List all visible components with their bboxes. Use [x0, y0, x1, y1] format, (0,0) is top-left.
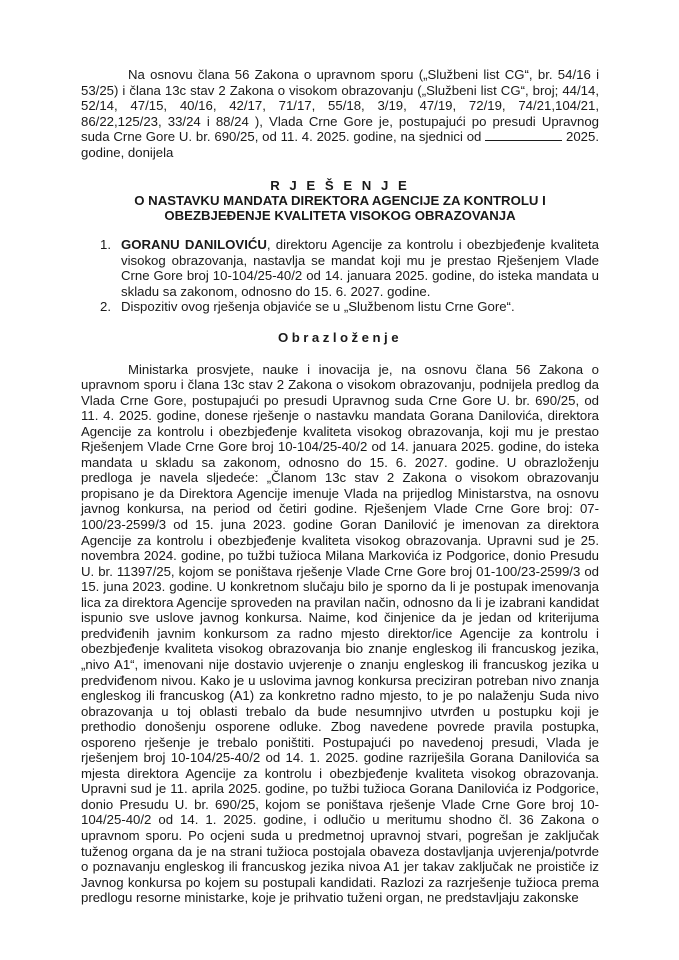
preamble-paragraph: [81, 67, 599, 160]
decision-item-number: 2.: [100, 299, 111, 315]
decision-item-1: [81, 237, 599, 299]
preamble-text-end: 2025. godine, donijela: [81, 129, 599, 160]
document-page: [81, 67, 599, 906]
decision-title: [81, 178, 599, 223]
decision-item-number: 1.: [100, 237, 111, 253]
decision-item-text: Dispozitiv ovog rješenja objaviće se u „Službenom listu Crne Gore“.: [121, 299, 515, 315]
title-subtitle-line1: O NASTAVKU MANDATA DIREKTORA AGENCIJE ZA KONTROLU I: [134, 193, 546, 209]
title-heading: R J E Š E N J E: [270, 178, 410, 194]
decision-item-name: GORANU DANILOVIĆU: [121, 237, 267, 253]
decision-list: [81, 237, 599, 315]
decision-item-2: [81, 299, 599, 315]
reasoning-paragraph: Ministarka prosvjete, nauke i inovacija je, na osnovu člana 56 Zakona o upravnom sporu i člana 13c stav 2 Zakona o visokom obrazovanju, podnijela predlog da Vlada Crne Gore, postupajući po presudi Upravnog suda Crne Gore U. br. 690/25, od 11. 4. 2025. godine, donese rješenje o nastavku mandata Gorana Danilovića, direktora Agencije za kontrolu i obezbjeđenje kvaliteta visokog obrazovanja, koji mu je prestao Rješenjem Vlade Crne Gore broj 10-104/25-40/2 od 14. januara 2025. godine, do isteka mandata u skladu sa zakonom, odnosno do 15. 6. 2027. godine. U obrazloženju predloga je navela sljedeće: „Članom 13c stav 2 Zakona o visokom obrazovanju propisano je da Direktora Agencije imenuje Vlada na prijedlog Ministarstva, na osnovu javnog konkursa, na period od četiri godine. Rješenjem Vlade Crne Gore broj: 07-100/23-2599/3 od 15. juna 2023. godine Goran Danilović je imenovan za direktora Agencije za kontrolu i obezbjeđenje kvaliteta visokog obrazovanja. Upravni sud je 25. novembra 2024. godine, po tužbi tužioca Milana Markovića iz Podgorice, donio Presudu U. br. 11397/25, kojom se poništava rješenje Vlade Crne Gore broj 01-100/23-2599/3 od 15. juna 2023. godine. U konkretnom slučaju bilo je sporno da li je postupak imenovanja lica za direktora Agencije sproveden na pravilan način, odnosno da li je izabrani kandidat ispunio sve uslove javnog konkursa. Naime, kod činjenice da je jedan od kriterijuma predviđenih javnim konkursom za radno mjesto direktor/ice Agencije za kontrolu i obezbjeđenje kvaliteta visokog obrazovanja bio znanje engleskog ili francuskog jezika, „nivo A1“, imenovani nije dostavio uvjerenje o znanju engleskog ili francuskog jezika u predviđenom nivou. Kako je u uslovima javnog konkursa preciziran potreban nivo znanja engleskog ili francuskog (A1) za konkretno radno mjesto, to je po nalaženju Suda nivo obrazovanja u toj oblasti trebalo da bude nesumnjivo utvrđen u postupku koji je prethodio donošenju osporene odluke. Zbog navedene povrede pravila postupka, osporeno rješenje je trebalo poništiti. Postupajući po navedenoj presudi, Vlada je rješenjem broj 10-104/25-40/2 od 14. 1. 2025. godine razriješila Gorana Danilovića sa mjesta direktora Agencije za kontrolu i obezbjeđenje kvaliteta visokog obrazovanja. Upravni sud je 11. aprila 2025. godine, po tužbi tužioca Gorana Danilovića iz Podgorice, donio Presudu U. br. 690/25, kojom se poništava rješenje Vlade Crne Gore broj 10-104/25-40/2 od 14. 1. 2025. godine, i odlučio u meritumu shodno čl. 36 Zakona o upravnom sporu. Po ocjeni suda u predmetnoj upravnoj stvari, pogrešan je zaključak tuženog organa da je na strani tužioca postojala obaveza dostavljanja uvjerenja/potvrde o poznavanju engleskog ili francuskog jezika nivoa A1 jer takav zaključak ne proističe iz Javnog konkursa po kojem su postupali kandidati. Razlozi za razrješenje tužioca prema predlogu resorne ministarke, koje je prihvatio tuženi organ, ne predstavljaju zakonske: [81, 361, 599, 906]
session-date-blank: [485, 130, 562, 141]
preamble-text: Na osnovu člana 56 Zakona o upravnom sporu („Službeni list CG“, br. 54/16 i 53/25) i člana 13c stav 2 Zakona o visokom obrazovanju („Službeni list CG“, broj; 44/14, 52/14, 47/15, 40/16, 42/17, 71/17, 55/18, 3/19, 47/19, 72/19, 74/21,104/21, 86/22,125/23, 33/24 i 88/24 ), Vlada Crne Gore je, postupajući po presudi Upravnog suda Crne Gore U. br. 690/25, od 11. 4. 2025. godine, na sjednici od: [81, 67, 599, 145]
reasoning-heading: Obrazloženje: [277, 330, 403, 346]
decision-item-text: , direktoru Agencije za kontrolu i obezbjeđenje kvaliteta visokog obrazovanja, nastavlja se mandat koji mu je prestao Rješenjem Vlade Crne Gore broj 10-104/25-40/2 od 14. januara 2025. godine, do isteka mandata u skladu sa zakonom, odnosno do 15. 6. 2027. godine.: [121, 237, 599, 299]
title-subtitle-line2: OBEZBJEĐENJE KVALITETA VISOKOG OBRAZOVANJA: [164, 208, 516, 224]
